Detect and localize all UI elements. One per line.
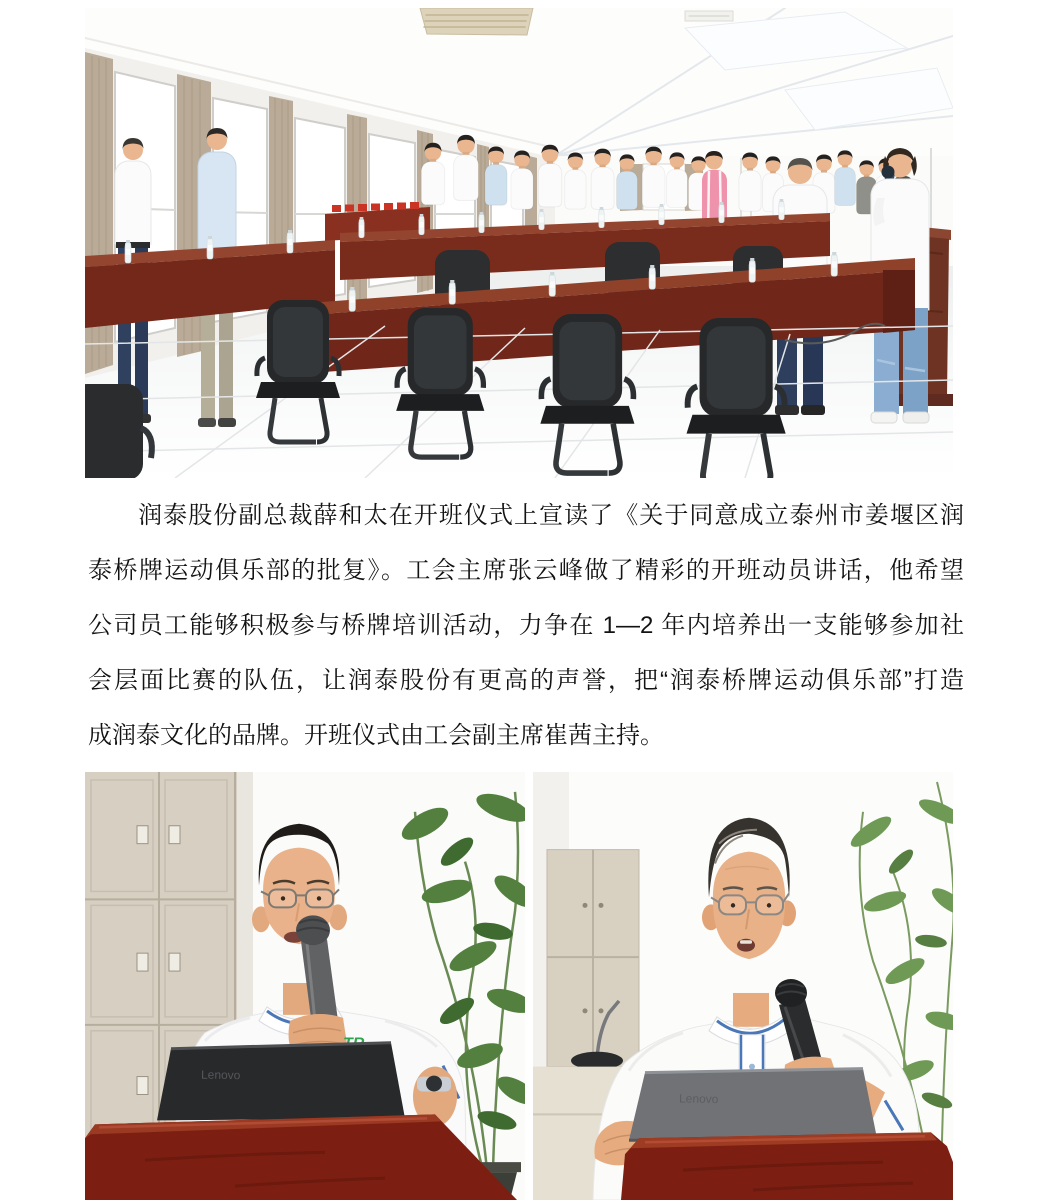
chair-corner — [85, 384, 152, 478]
photo-meeting-room — [85, 8, 953, 478]
speaker-right-scene — [533, 772, 953, 1200]
laptop-brand-label: Lenovo — [678, 1091, 719, 1107]
paragraph-line: 公司员工能够积极参与桥牌培训活动，力争在 1—2 年内培养出一支能够参加社 — [88, 612, 964, 639]
photo-speaker-right — [533, 772, 953, 1200]
ac-vent-icon — [420, 8, 533, 35]
paragraph-line: 泰桥牌运动俱乐部的批复》。工会主席张云峰做了精彩的开班动员讲话，他希望 — [88, 557, 964, 584]
meeting-room-scene — [85, 8, 953, 478]
podium — [621, 1132, 953, 1200]
ceiling-vent-icon — [685, 11, 733, 21]
laptop — [629, 1069, 877, 1141]
laptop-brand-label: Lenovo — [200, 1067, 241, 1083]
paragraph-line: 成润泰文化的品牌。开班仪式由工会副主席崔茜主持。 — [88, 722, 664, 749]
speaker-left-scene — [85, 772, 525, 1200]
article-paragraph — [88, 488, 964, 763]
photo-speaker-left — [85, 772, 525, 1200]
paragraph-line: 润泰股份副总裁薛和太在开班仪式上宣读了《关于同意成立泰州市姜堰区润 — [88, 502, 964, 529]
laptop — [157, 1043, 405, 1121]
paragraph-line: 会层面比赛的队伍，让润泰股份有更高的声誉，把“润泰桥牌运动俱乐部”打造 — [88, 667, 964, 694]
